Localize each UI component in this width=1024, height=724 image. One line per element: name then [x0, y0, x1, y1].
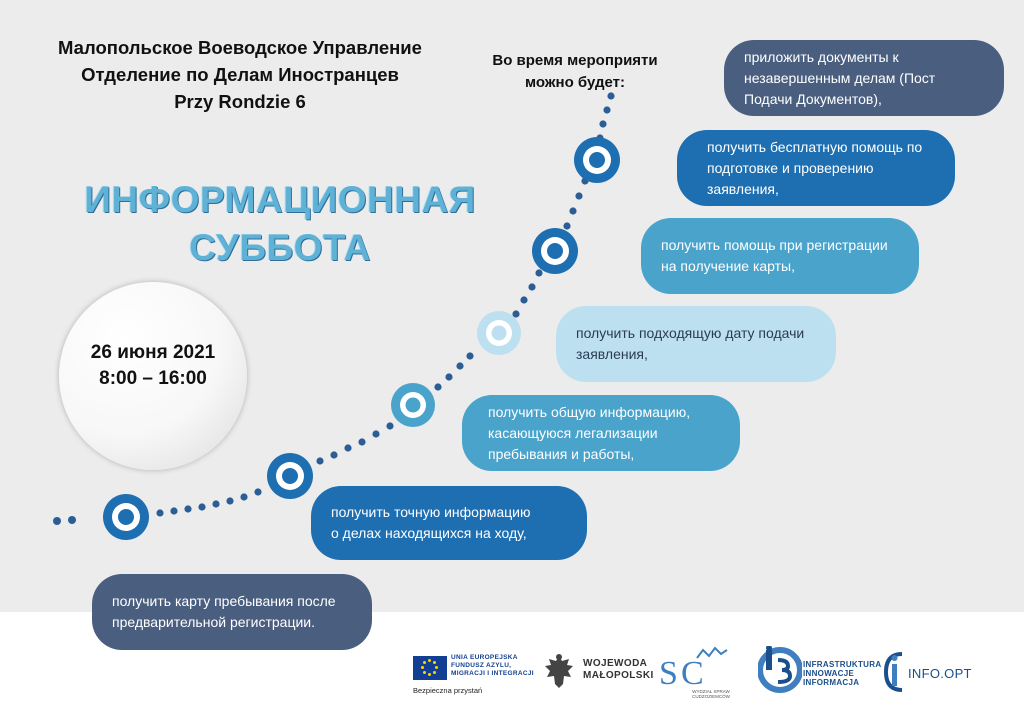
sc-subtitle-line: WYDZIAŁ SPRAW [692, 689, 730, 694]
svg-text:C: C [681, 655, 704, 690]
event-title-line: ИНФОРМАЦИОННАЯ [84, 179, 476, 220]
event-time: 8:00 – 16:00 [99, 368, 207, 389]
activity-pill [92, 574, 372, 650]
activity-pill [677, 130, 955, 206]
activity-pill [641, 218, 919, 294]
activity-text: получить общую информацию, [488, 403, 691, 420]
info-opt-text: INFO.OPT [908, 666, 972, 681]
activity-pill [724, 40, 1004, 116]
activity-text: предварительной регистрации. [112, 614, 315, 630]
activity-pill [462, 395, 740, 471]
org-line: Przy Rondzie 6 [174, 91, 306, 112]
org-line: Малопольское Воеводское Управление [58, 37, 422, 58]
target-marker [532, 228, 578, 274]
sc-logo-icon [657, 644, 741, 690]
activity-pill [311, 486, 587, 560]
i3-line: INFORMACJA [803, 678, 860, 687]
activity-text: касающуюся легализации [488, 424, 658, 441]
activity-text: получить карту пребывания после [112, 593, 336, 609]
during-event-label [490, 50, 660, 94]
eu-fund-text [451, 654, 534, 678]
i3-line: INFRASTRUKTURA [803, 660, 882, 669]
info-opt-logo-icon [880, 648, 910, 694]
org-line: Отделение по Делам Иностранцев [81, 64, 399, 85]
event-datetime [59, 340, 247, 392]
activity-text: незавершенным делам (Пост [744, 69, 936, 86]
during-line: можно будет: [525, 74, 625, 91]
during-line: Во время мероприяти [492, 52, 658, 69]
sc-subtitle [676, 689, 746, 699]
eu-text-line: FUNDUSZ AZYLU, [451, 662, 512, 669]
target-marker [391, 383, 435, 427]
activity-pill [556, 306, 836, 382]
activity-text: о делах находящихся на ходу, [331, 525, 527, 541]
activity-text: заявления, [707, 180, 779, 197]
activity-text: получить подходящую дату подачи [576, 325, 805, 341]
wojewoda-text [583, 658, 654, 682]
wojewoda-line: MAŁOPOLSKI [583, 670, 654, 681]
target-marker [477, 311, 521, 355]
svg-text:S: S [659, 655, 678, 690]
organization-title [20, 34, 460, 115]
sc-subtitle-line: CUDZOZIEMCÓW [692, 694, 730, 699]
i3-text [803, 660, 881, 687]
eu-subtitle: Bezpieczna przystań [413, 686, 483, 695]
activity-text: на получение карты, [661, 258, 796, 274]
eu-flag-logo [413, 656, 447, 680]
eu-text-line: UNIA EUROPEJSKA [451, 654, 518, 661]
wojewoda-line: WOJEWODA [583, 658, 648, 669]
i3-line: INNOWACJE [803, 669, 855, 678]
activity-text: получить помощь при регистрации [661, 237, 888, 253]
activity-text: получить точную информацию [331, 504, 531, 520]
activity-text: пребывания и работы, [488, 445, 635, 462]
eu-text-line: MIGRACJI I INTEGRACJI [451, 670, 534, 677]
activity-text: приложить документы к [744, 48, 899, 65]
target-marker [267, 453, 313, 499]
target-marker [574, 137, 620, 183]
event-title-line: СУББОТА [189, 227, 371, 268]
activity-text: Подачи Документов), [744, 90, 882, 107]
event-date: 26 июня 2021 [90, 342, 216, 363]
i3-logo-icon [758, 646, 802, 694]
activity-text: получить бесплатную помощь по [707, 138, 923, 155]
activity-text: заявления, [576, 346, 648, 362]
eagle-emblem-icon [541, 652, 577, 692]
target-marker [103, 494, 149, 540]
activity-text: подготовке и проверению [707, 159, 874, 176]
event-title [30, 176, 530, 272]
